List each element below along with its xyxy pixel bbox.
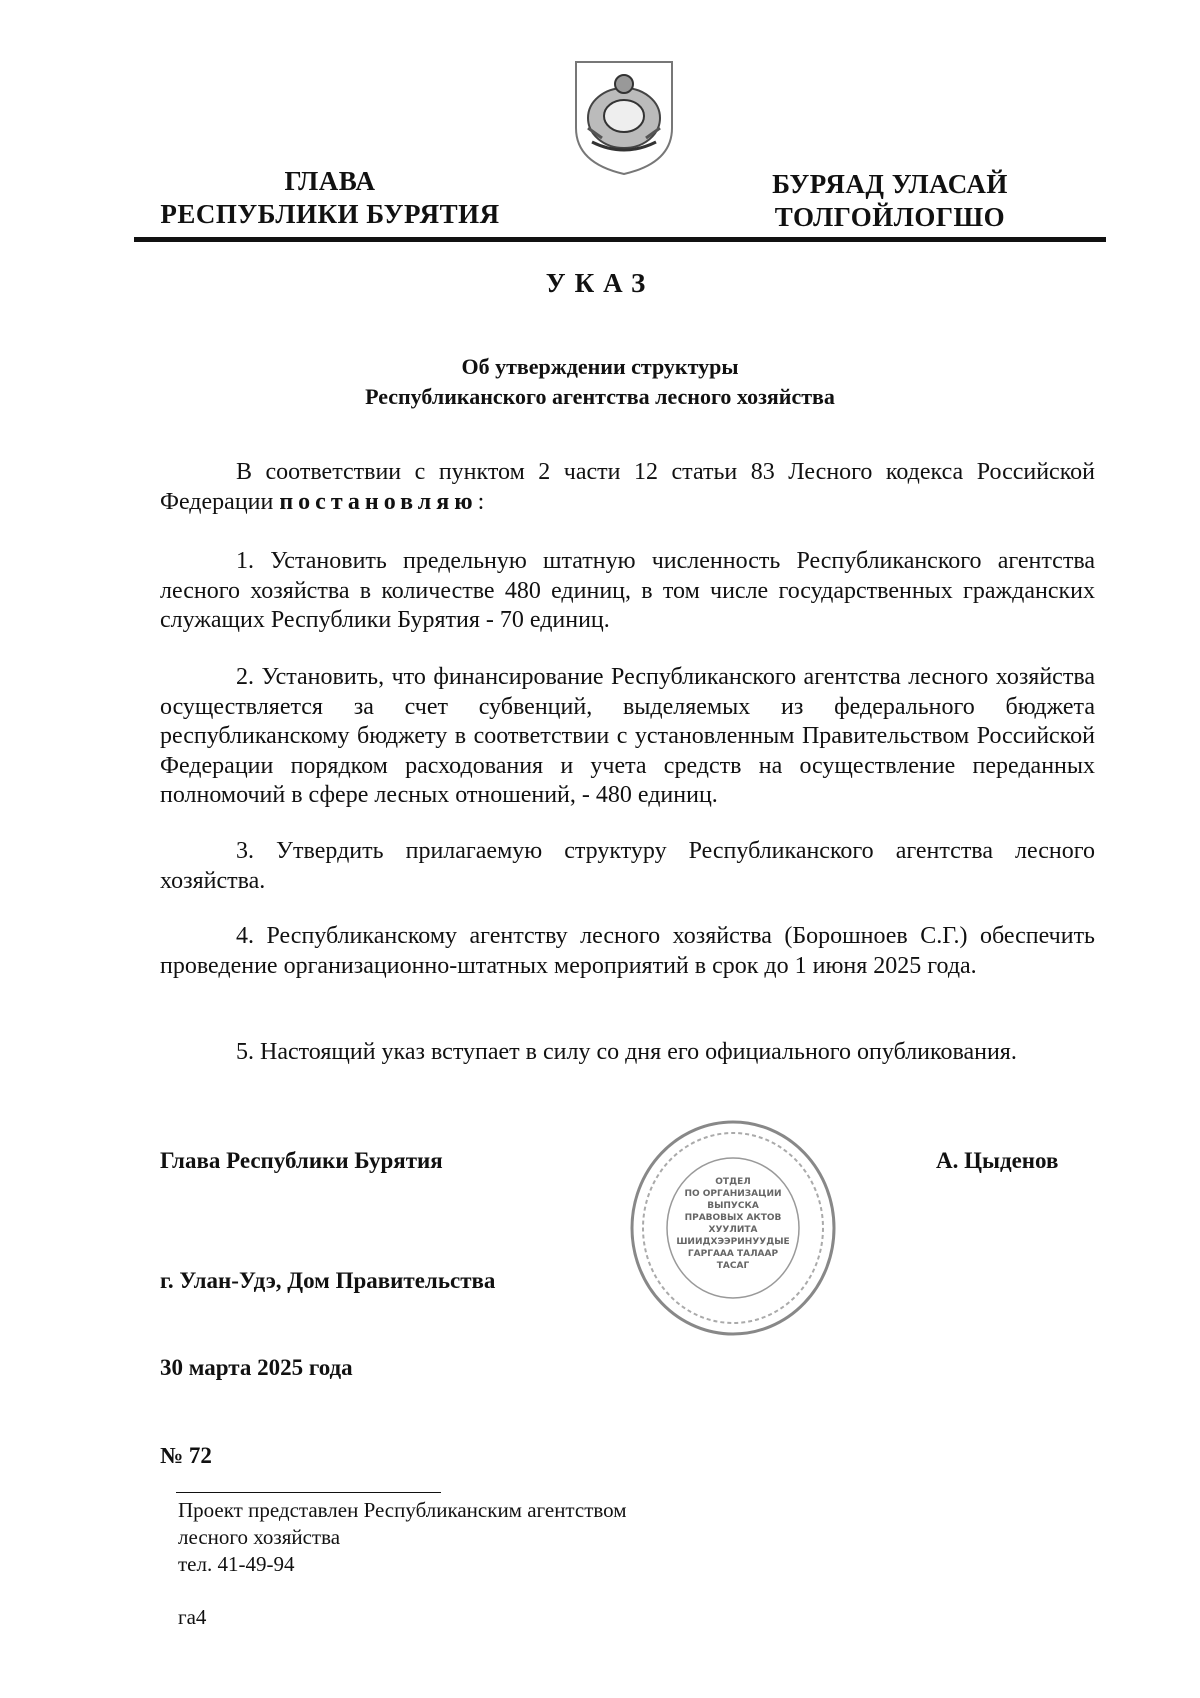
stamp-line2: ПО ОРГАНИЗАЦИИ <box>684 1189 782 1199</box>
subject-line2: Республиканского агентства лесного хозяйства <box>365 384 835 409</box>
header-right <box>700 168 1080 234</box>
footnote-line1: Проект представлен Республиканским агентством <box>178 1498 627 1522</box>
item-3: 3. Утвердить прилагаемую структуру Республиканского агентства лесного хозяйства. <box>160 838 1095 894</box>
date: 30 марта 2025 года <box>160 1355 353 1380</box>
stamp-line5: ХУУЛИТА <box>708 1225 758 1235</box>
header-rule <box>134 237 1106 242</box>
header-left <box>140 165 520 231</box>
stamp-line6: ШИИДХЭЭРИНУУДЫЕ <box>676 1237 790 1247</box>
item-2: 2. Установить, что финансирование Республиканского агентства лесного хозяйства осуществляется за счет субвенций, выделяемых из федерального бюджета республиканскому бюджету в соответствии с установленным Правительством Российской Федерации порядком расходования и учета средств на осуществление переданных полномочий в сфере лесных отношений, - 480 единиц. <box>160 664 1095 808</box>
signature-name: А. Цыденов <box>936 1148 1059 1173</box>
subject-line1: Об утверждении структуры <box>461 354 739 379</box>
document-subject <box>0 352 1200 412</box>
header-left-line2: РЕСПУБЛИКИ БУРЯТИЯ <box>160 199 500 229</box>
document-number: № 72 <box>160 1443 212 1468</box>
preamble-colon: : <box>477 488 485 515</box>
stamp-line1: ОТДЕЛ <box>715 1177 751 1187</box>
header-right-line2: ТОЛГОЙЛОГШО <box>774 202 1006 232</box>
official-stamp <box>628 1118 838 1338</box>
item-1: 1. Установить предельную штатную численность Республиканского агентства лесного хозяйства в количестве 480 единиц, в том числе государственных гражданских служащих Республики Бурятия - 70 единиц. <box>160 548 1095 633</box>
footnote-line3: тел. 41-49-94 <box>178 1552 295 1576</box>
preamble-text: В соответствии с пунктом 2 части 12 статьи 83 Лесного кодекса Российской Федерации <box>160 459 1095 515</box>
document-code: га4 <box>178 1605 207 1629</box>
footnote <box>178 1497 627 1578</box>
preamble <box>160 458 1095 517</box>
stamp-line4: ПРАВОВЫХ АКТОВ <box>684 1213 782 1223</box>
footnote-line2: лесного хозяйства <box>178 1525 341 1549</box>
header-right-line1: БУРЯАД УЛАСАЙ <box>772 169 1008 199</box>
item-4: 4. Республиканскому агентству лесного хозяйства (Борошноев С.Г.) обеспечить проведение организационно-штатных мероприятий в срок до 1 июня 2025 года. <box>160 923 1095 979</box>
stamp-line8: ТАСАГ <box>716 1261 750 1271</box>
signature-position: Глава Республики Бурятия <box>160 1148 443 1173</box>
stamp-line7: ГАРГААА ТАЛААР <box>687 1249 779 1259</box>
coat-of-arms-icon <box>572 58 676 176</box>
footnote-rule <box>176 1492 441 1493</box>
stamp-line3: ВЫПУСКА <box>707 1201 759 1211</box>
document-type: УКАЗ <box>545 268 655 298</box>
header-left-line1: ГЛАВА <box>284 166 376 196</box>
item-5: 5. Настоящий указ вступает в силу со дня его официального опубликования. <box>236 1039 1017 1065</box>
decree-word: постановляю <box>279 488 478 515</box>
place: г. Улан-Удэ, Дом Правительства <box>160 1268 496 1293</box>
